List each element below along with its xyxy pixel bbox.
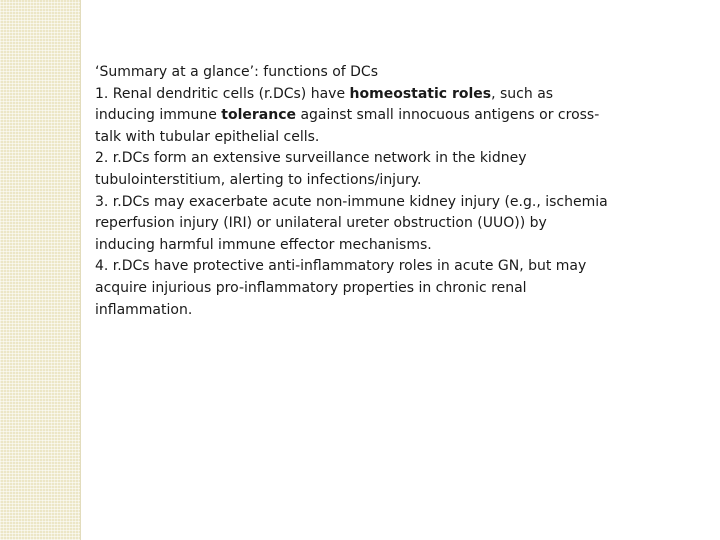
point-1-text-2-end: against small innocuous antigens or cross- [296,107,600,124]
point-4-line-1: 4. r.DCs have protective anti-inflammatory roles in acute GN, but may [95,258,587,275]
point-1-line-3: talk with tubular epithelial cells. [95,128,320,145]
point-3-line-3: inducing harmful immune effector mechanisms. [95,236,432,253]
homeostatic-roles-emphasis: homeostatic roles [349,85,492,102]
point-4-line-3: inflammation. [95,301,193,318]
point-1-line-1 [95,84,695,106]
point-1-line-2 [95,105,695,127]
point-3-line-1: 3. r.DCs may exacerbate acute non-immune kidney injury (e.g., ischemia [95,193,608,210]
point-1-text-2: inducing immune [95,107,222,124]
tolerance-emphasis: tolerance [221,107,297,124]
slide-body [95,62,695,321]
point-1-text-end: , such as [491,85,554,102]
point-3-line-2: reperfusion injury (IRI) or unilateral ureter obstruction (UUO)) by [95,215,547,232]
slide-title: ‘Summary at a glance’: functions of DCs [95,64,378,80]
side-band-edge [80,0,81,540]
decorative-side-band [0,0,80,540]
point-2-line-2: tubulointerstitium, alerting to infections/injury. [95,171,422,188]
point-1-text: 1. Renal dendritic cells (r.DCs) have [95,85,350,102]
point-2-line-1: 2. r.DCs form an extensive surveillance network in the kidney [95,150,527,167]
point-4-line-2: acquire injurious pro-inflammatory properties in chronic renal [95,279,527,296]
